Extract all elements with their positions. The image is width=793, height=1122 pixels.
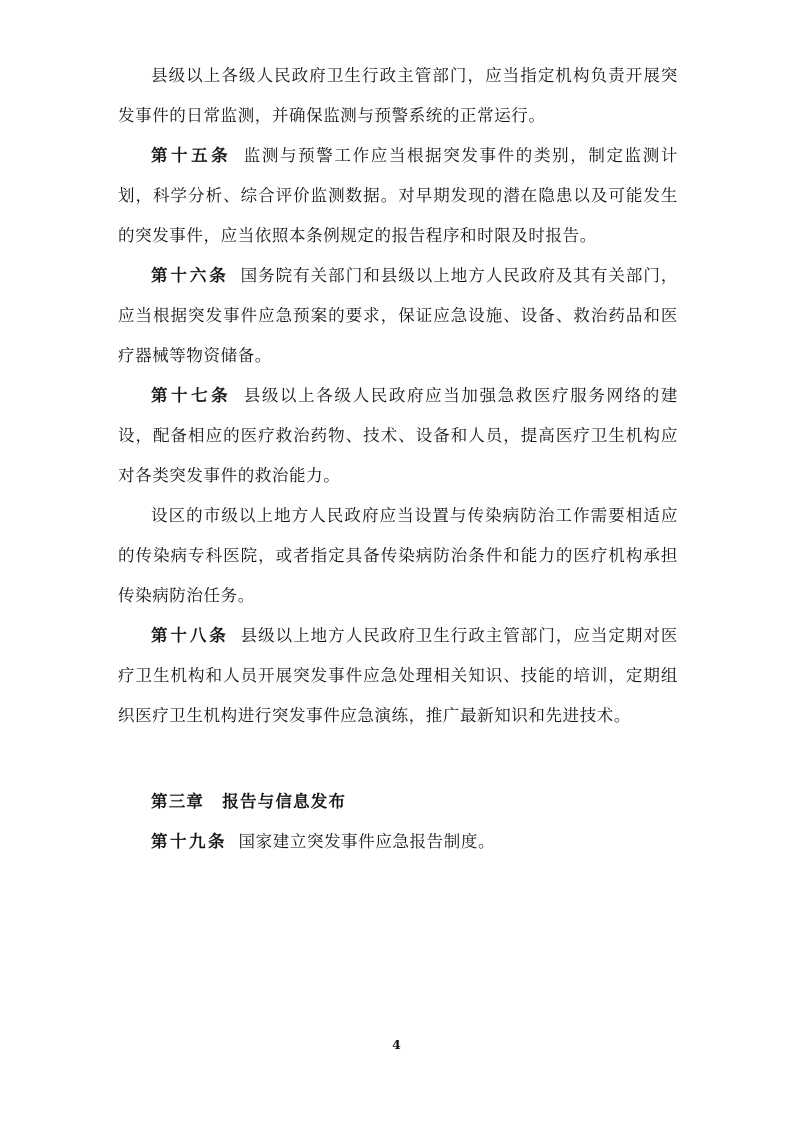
article-number: 第十八条 (151, 626, 229, 645)
paragraph-text: 监测与预警工作应当根据突发事件的类别，制定监测计划，科学分析、综合评价监测数据。对早期发现的潜在隐患以及可能发生的突发事件，应当依照本条例规定的报告程序和时限及时报告。 (118, 146, 679, 245)
article-18 (118, 616, 678, 736)
paragraph-text: 县级以上地方人民政府卫生行政主管部门，应当定期对医疗卫生机构和人员开展突发事件应急处理相关知识、技能的培训，定期组织医疗卫生机构进行突发事件应急演练，推广最新知识和先进技术。 (118, 626, 679, 725)
article-16 (118, 256, 678, 376)
article-number: 第十七条 (151, 386, 232, 405)
paragraph-14-continued (118, 56, 678, 136)
article-17 (118, 376, 678, 496)
paragraph-text: 县级以上各级人民政府卫生行政主管部门，应当指定机构负责开展突发事件的日常监测，并确保监测与预警系统的正常运行。 (118, 66, 678, 125)
paragraph-text: 县级以上各级人民政府应当加强急救医疗服务网络的建设，配备相应的医疗救治药物、技术、设备和人员，提高医疗卫生机构应对各类突发事件的救治能力。 (118, 386, 679, 485)
chapter-number: 第三章 (151, 792, 205, 811)
chapter-heading (118, 782, 678, 822)
article-15 (118, 136, 678, 256)
paragraph-text: 国务院有关部门和县级以上地方人民政府及其有关部门，应当根据突发事件应急预案的要求，保证应急设施、设备、救治药品和医疗器械等物资储备。 (118, 266, 679, 365)
article-19 (118, 822, 678, 862)
chapter-title: 报告与信息发布 (222, 792, 347, 811)
paragraph-text: 国家建立突发事件应急报告制度。 (238, 832, 496, 851)
page-number: 4 (392, 1037, 401, 1052)
article-17-paragraph-2 (118, 496, 678, 616)
section-spacer (118, 736, 678, 782)
document-body (118, 56, 678, 862)
article-number: 第十六条 (151, 266, 229, 285)
article-number: 第十九条 (151, 832, 227, 851)
article-number: 第十五条 (151, 146, 232, 165)
paragraph-text: 设区的市级以上地方人民政府应当设置与传染病防治工作需要相适应的传染病专科医院，或者指定具备传染病防治条件和能力的医疗机构承担传染病防治任务。 (118, 506, 678, 605)
